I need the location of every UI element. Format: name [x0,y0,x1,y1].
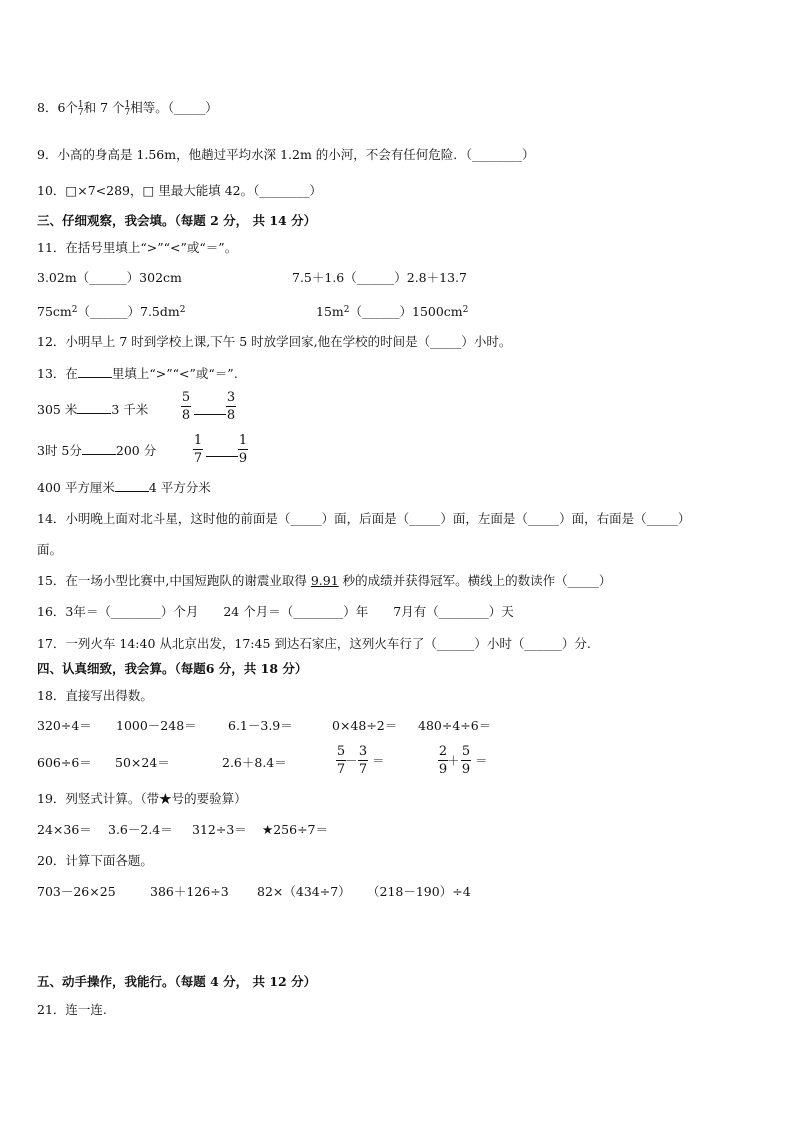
q13-row3: 400 平方厘米 4 平方分米 [37,480,211,495]
section-4-heading: 四、认真细致，我会算。（每题6 分，共 18 分） [37,661,308,676]
q11-row1-right: 7.5＋1.6（______）2.8＋13.7 [292,270,467,285]
q8-part-c: 相等。（_____） [130,100,218,115]
q18-minus: － [345,753,358,768]
q18-item: 480÷4÷6＝ [418,718,492,733]
q13-row1-left: 305 米 3 千米 [37,402,149,417]
q13-row1-blank [194,414,226,415]
q20-item: 82×（434÷7） [257,884,351,899]
question-21: 21．连一连. [37,1002,107,1017]
section-3-heading: 三、仔细观察，我会填。（每题 2 分， 共 14 分） [37,213,317,228]
q11-row1-left: 3.02m（______）302cm [37,270,182,285]
q20-item: （218－190）÷4 [367,884,471,899]
q11-row2-right: $15m^2(\_\_\_\_\_\_)1500cm^2$ [316,304,469,319]
q18-fraction-2-9: 2 9 [438,744,448,777]
q13-fraction-1-7: 1 7 [193,433,203,466]
section-5-heading: 五、动手操作，我能行。（每题 4 分， 共 12 分） [37,974,317,989]
q8-part-b: 和 7 个 [83,100,125,115]
q20-item: 386＋126÷3 [150,884,229,899]
question-18-title: 18．直接写出得数。 [37,688,153,703]
question-9: 9．小高的身高是 1.56m，他趟过平均水深 1.2m 的小河，不会有任何危险．（________） [37,147,535,162]
q18-item: 320÷4＝ [37,718,92,733]
question-14-line2: 面。 [37,542,63,557]
q18-fraction-5-7: 5 7 [336,744,346,777]
question-10: 10．□×7<289，□ 里最大能填 42。（________） [37,183,322,198]
q20-item: 703－26×25 [37,884,116,899]
question-14-line1: 14．小明晚上面对北斗星，这时他的前面是（_____）面，后面是（_____）面，左面是（_____）面，右面是（_____） [37,511,691,526]
q19-item: 312÷3＝ [192,822,247,837]
q13-fraction-1-9: 1 9 [238,433,248,466]
q8-part-a: 8．6个 [37,100,78,115]
q18-item: 1000－248＝ [116,718,197,733]
q18-item: 50×24＝ [115,755,170,770]
q18-fraction-3-7: 3 7 [358,744,368,777]
question-19-title: 19．列竖式计算。（带★号的要验算） [37,791,247,806]
q18-equals: ＝ [372,753,385,768]
q8-fraction-2: 1 7 [124,99,131,118]
q18-item: 6.1－3.9＝ [228,718,293,733]
q18-item: 0×48÷2＝ [332,718,398,733]
question-17: 17．一列火车 14:40 从北京出发，17:45 到达石家庄，这列火车行了（______）小时（______）分. [37,636,591,651]
question-13-title: 13．在 里填上“>”“<”或“＝”. [37,366,238,381]
question-20-title: 20．计算下面各题。 [37,853,153,868]
q18-plus: ＋ [447,753,460,768]
q18-item: 606÷6＝ [37,755,92,770]
q8-fraction-1: 1 7 [77,99,84,118]
q19-item: 3.6－2.4＝ [108,822,173,837]
q18-equals: ＝ [475,753,488,768]
question-8 [37,100,218,117]
question-11-title: 11．在括号里填上“>”“<”或“＝”。 [37,240,238,255]
question-15: 15．在一场小型比赛中,中国短跑队的谢震业取得 9.91 秒的成绩并获得冠军。横线上的数读作（_____） [37,573,612,588]
q11-row2-left: $75cm^2(\_\_\_\_\_\_)7.5dm^2$ [37,304,186,319]
q19-item: ★256÷7＝ [262,822,328,837]
q19-item: 24×36＝ [37,822,92,837]
q13-row2-blank [206,456,238,457]
q13-fraction-3-8: 3 8 [226,390,236,423]
question-12: 12．小明早上 7 时到学校上课,下午 5 时放学回家,他在学校的时间是（_____）小时。 [37,334,512,349]
q13-row2-left: 3时 5分 200 分 [37,443,157,458]
q13-fraction-5-8: 5 8 [181,390,191,423]
q18-item: 2.6＋8.4＝ [222,755,287,770]
question-16: 16．3年＝（________）个月 24 个月＝（________）年 7月有（________）天 [37,604,514,619]
q18-fraction-5-9: 5 9 [461,744,471,777]
